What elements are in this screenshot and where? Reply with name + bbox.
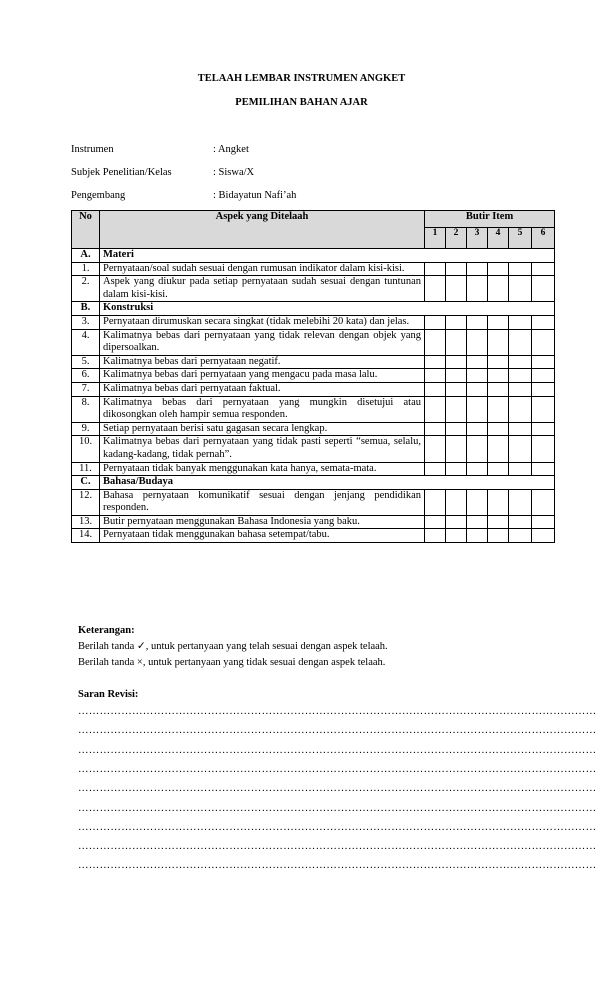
rating-cell[interactable] (446, 276, 467, 302)
item-number: 4. (72, 329, 100, 355)
table-row (72, 382, 555, 396)
item-number: 1. (72, 262, 100, 276)
meta-row-instrumen (71, 144, 249, 157)
rating-cell[interactable] (509, 315, 532, 329)
table-row (72, 369, 555, 383)
item-statement: Kalimatnya bebas dari pernyataan faktual. (100, 382, 425, 396)
header-butir-6: 6 (532, 228, 555, 249)
table-row (72, 396, 555, 422)
rating-cell[interactable] (425, 422, 446, 436)
rating-cell[interactable] (488, 369, 509, 383)
item-number: 12. (72, 489, 100, 515)
table-body (72, 249, 555, 543)
item-statement: Aspek yang diukur pada setiap pernyataan sudah sesuai dengan tuntunan dalam kisi-kisi. (100, 276, 425, 302)
item-number: 9. (72, 422, 100, 436)
rating-cell[interactable] (532, 489, 555, 515)
rating-cell[interactable] (509, 355, 532, 369)
rating-cell[interactable] (488, 422, 509, 436)
item-statement: Bahasa pernyataan komunikatif sesuai dengan jenjang pendidikan responden. (100, 489, 425, 515)
item-statement: Setiap pernyataan berisi satu gagasan secara lengkap. (100, 422, 425, 436)
rating-cell[interactable] (425, 396, 446, 422)
rating-cell[interactable] (509, 515, 532, 529)
header-butir-item: Butir Item (425, 211, 555, 228)
rating-cell[interactable] (509, 529, 532, 543)
revision-line[interactable]: ……………………………………………………………………………………………………………………………… (78, 841, 597, 853)
table-row (72, 529, 555, 543)
rating-cell[interactable] (446, 315, 467, 329)
document-title: TELAAH LEMBAR INSTRUMEN ANGKET (197, 73, 406, 84)
rating-cell[interactable] (532, 529, 555, 543)
item-number: 11. (72, 462, 100, 476)
rating-cell[interactable] (425, 489, 446, 515)
rating-cell[interactable] (446, 262, 467, 276)
rating-cell[interactable] (488, 276, 509, 302)
header-butir-4: 4 (488, 228, 509, 249)
rating-cell[interactable] (532, 436, 555, 462)
rating-cell[interactable] (425, 262, 446, 276)
section-row (72, 476, 555, 490)
item-statement: Pernyataan tidak banyak menggunakan kata hanya, semata-mata. (100, 462, 425, 476)
item-number: 7. (72, 382, 100, 396)
rating-cell[interactable] (467, 462, 488, 476)
rating-cell[interactable] (509, 276, 532, 302)
rating-cell[interactable] (425, 515, 446, 529)
revision-line[interactable]: ……………………………………………………………………………………………………………………………… (78, 706, 597, 717)
rating-cell[interactable] (446, 489, 467, 515)
rating-cell[interactable] (532, 396, 555, 422)
item-number: 10. (72, 436, 100, 462)
rating-cell[interactable] (467, 396, 488, 422)
item-statement: Pernyataan dirumuskan secara singkat (tidak melebihi 20 kata) dan jelas. (100, 315, 425, 329)
rating-cell[interactable] (467, 515, 488, 529)
keterangan-line-check: Berilah tanda ✓, untuk pertanyaan yang telah sesuai dengan aspek telaah. (78, 641, 388, 652)
section-letter: B. (72, 302, 100, 316)
rating-cell[interactable] (425, 529, 446, 543)
rating-cell[interactable] (509, 262, 532, 276)
rating-cell[interactable] (488, 462, 509, 476)
revision-line[interactable]: ……………………………………………………………………………………………………………………………… (78, 744, 597, 756)
rating-cell[interactable] (446, 422, 467, 436)
meta-value: : Siswa/X (213, 167, 255, 178)
meta-label: Subjek Penelitian/Kelas (71, 167, 172, 178)
table-row (72, 436, 555, 462)
rating-cell[interactable] (425, 276, 446, 302)
rating-cell[interactable] (446, 396, 467, 422)
rating-cell[interactable] (425, 315, 446, 329)
rating-cell[interactable] (425, 462, 446, 476)
section-letter: C. (72, 476, 100, 490)
rating-cell[interactable] (488, 315, 509, 329)
item-number: 13. (72, 515, 100, 529)
revision-line[interactable]: ……………………………………………………………………………………………………………………………… (78, 763, 597, 775)
rating-cell[interactable] (467, 529, 488, 543)
rating-cell[interactable] (488, 329, 509, 355)
revision-line[interactable]: ……………………………………………………………………………………………………………………………… (78, 802, 597, 814)
rating-cell[interactable] (467, 489, 488, 515)
table-row (72, 276, 555, 302)
rating-cell[interactable] (509, 396, 532, 422)
table-row (72, 262, 555, 276)
header-butir-2: 2 (446, 228, 467, 249)
meta-value: : Angket (213, 144, 249, 155)
section-name: Bahasa/Budaya (100, 476, 555, 490)
rating-cell[interactable] (532, 262, 555, 276)
rating-cell[interactable] (467, 329, 488, 355)
table-row (72, 329, 555, 355)
rating-cell[interactable] (488, 382, 509, 396)
rating-cell[interactable] (446, 329, 467, 355)
header-no: No (72, 211, 100, 249)
item-number: 14. (72, 529, 100, 543)
meta-label: Instrumen (71, 144, 114, 155)
section-name: Materi (100, 249, 555, 263)
rating-cell[interactable] (425, 355, 446, 369)
rating-cell[interactable] (425, 436, 446, 462)
document-subtitle: PEMILIHAN BAHAN AJAR (235, 97, 368, 108)
meta-row-pengembang (71, 190, 296, 203)
table-row (72, 355, 555, 369)
revision-line[interactable]: ……………………………………………………………………………………………………………………………… (78, 860, 597, 872)
revision-line[interactable]: ……………………………………………………………………………………………………………………………… (78, 783, 597, 795)
rating-cell[interactable] (532, 276, 555, 302)
rating-cell[interactable] (446, 529, 467, 543)
rating-cell[interactable] (509, 382, 532, 396)
item-number: 5. (72, 355, 100, 369)
rating-cell[interactable] (509, 329, 532, 355)
item-statement: Kalimatnya bebas dari pernyataan yang tidak pasti seperti “semua, selalu, kadang-kadang, tidak pernah”. (100, 436, 425, 462)
table-row (72, 515, 555, 529)
header-butir-5: 5 (509, 228, 532, 249)
revision-line[interactable]: ……………………………………………………………………………………………………………………………… (78, 821, 597, 833)
item-statement: Butir pernyataan menggunakan Bahasa Indonesia yang baku. (100, 515, 425, 529)
rating-cell[interactable] (446, 369, 467, 383)
section-row (72, 249, 555, 263)
rating-cell[interactable] (532, 515, 555, 529)
item-statement: Kalimatnya bebas dari pernyataan negatif. (100, 355, 425, 369)
item-statement: Pernyataan tidak menggunakan bahasa setempat/tabu. (100, 529, 425, 543)
rating-cell[interactable] (467, 276, 488, 302)
section-letter: A. (72, 249, 100, 263)
rating-cell[interactable] (425, 382, 446, 396)
rating-cell[interactable] (509, 489, 532, 515)
rating-cell[interactable] (509, 369, 532, 383)
rating-cell[interactable] (425, 369, 446, 383)
header-butir-3: 3 (467, 228, 488, 249)
meta-row-subjek (71, 167, 254, 180)
table-row (72, 422, 555, 436)
rating-cell[interactable] (509, 462, 532, 476)
header-butir-1: 1 (425, 228, 446, 249)
rating-cell[interactable] (488, 529, 509, 543)
rating-cell[interactable] (446, 436, 467, 462)
item-number: 6. (72, 369, 100, 383)
rating-cell[interactable] (467, 382, 488, 396)
meta-value: : Bidayatun Nafi’ah (213, 190, 297, 201)
rating-cell[interactable] (467, 315, 488, 329)
section-row (72, 302, 555, 316)
rating-cell[interactable] (467, 355, 488, 369)
section-name: Konstruksi (100, 302, 555, 316)
rating-cell[interactable] (446, 462, 467, 476)
rating-cell[interactable] (532, 355, 555, 369)
table-row (72, 489, 555, 515)
rating-cell[interactable] (488, 436, 509, 462)
rating-cell[interactable] (532, 382, 555, 396)
item-number: 3. (72, 315, 100, 329)
rating-cell[interactable] (532, 422, 555, 436)
rating-cell[interactable] (532, 369, 555, 383)
rating-cell[interactable] (532, 329, 555, 355)
table-row (72, 315, 555, 329)
rating-cell[interactable] (488, 515, 509, 529)
rating-cell[interactable] (467, 436, 488, 462)
rating-cell[interactable] (467, 262, 488, 276)
rating-cell[interactable] (425, 329, 446, 355)
rating-cell[interactable] (532, 315, 555, 329)
meta-label: Pengembang (71, 190, 126, 201)
item-number: 8. (72, 396, 100, 422)
header-aspek: Aspek yang Ditelaah (100, 211, 425, 249)
table-row (72, 462, 555, 476)
rating-cell[interactable] (446, 355, 467, 369)
item-number: 2. (72, 276, 100, 302)
item-statement: Pernyataan/soal sudah sesuai dengan rumusan indikator dalam kisi-kisi. (100, 262, 425, 276)
rating-cell[interactable] (509, 422, 532, 436)
rating-cell[interactable] (488, 262, 509, 276)
rating-cell[interactable] (488, 355, 509, 369)
review-table (71, 210, 555, 543)
rating-cell[interactable] (467, 369, 488, 383)
revision-line[interactable]: ……………………………………………………………………………………………………………………………… (78, 725, 597, 737)
rating-cell[interactable] (488, 489, 509, 515)
keterangan-title: Keterangan: (78, 625, 135, 636)
item-statement: Kalimatnya bebas dari pernyataan yang tidak relevan dengan objek yang dipersoalkan. (100, 329, 425, 355)
rating-cell[interactable] (446, 515, 467, 529)
rating-cell[interactable] (532, 462, 555, 476)
keterangan-line-cross: Berilah tanda ×, untuk pertanyaan yang tidak sesuai dengan aspek telaah. (78, 657, 386, 668)
saran-revisi-title: Saran Revisi: (78, 689, 139, 700)
rating-cell[interactable] (488, 396, 509, 422)
rating-cell[interactable] (467, 422, 488, 436)
rating-cell[interactable] (509, 436, 532, 462)
item-statement: Kalimatnya bebas dari pernyataan yang mungkin disetujui atau dikosongkan oleh hampir semua responden. (100, 396, 425, 422)
item-statement: Kalimatnya bebas dari pernyataan yang mengacu pada masa lalu. (100, 369, 425, 383)
rating-cell[interactable] (446, 382, 467, 396)
